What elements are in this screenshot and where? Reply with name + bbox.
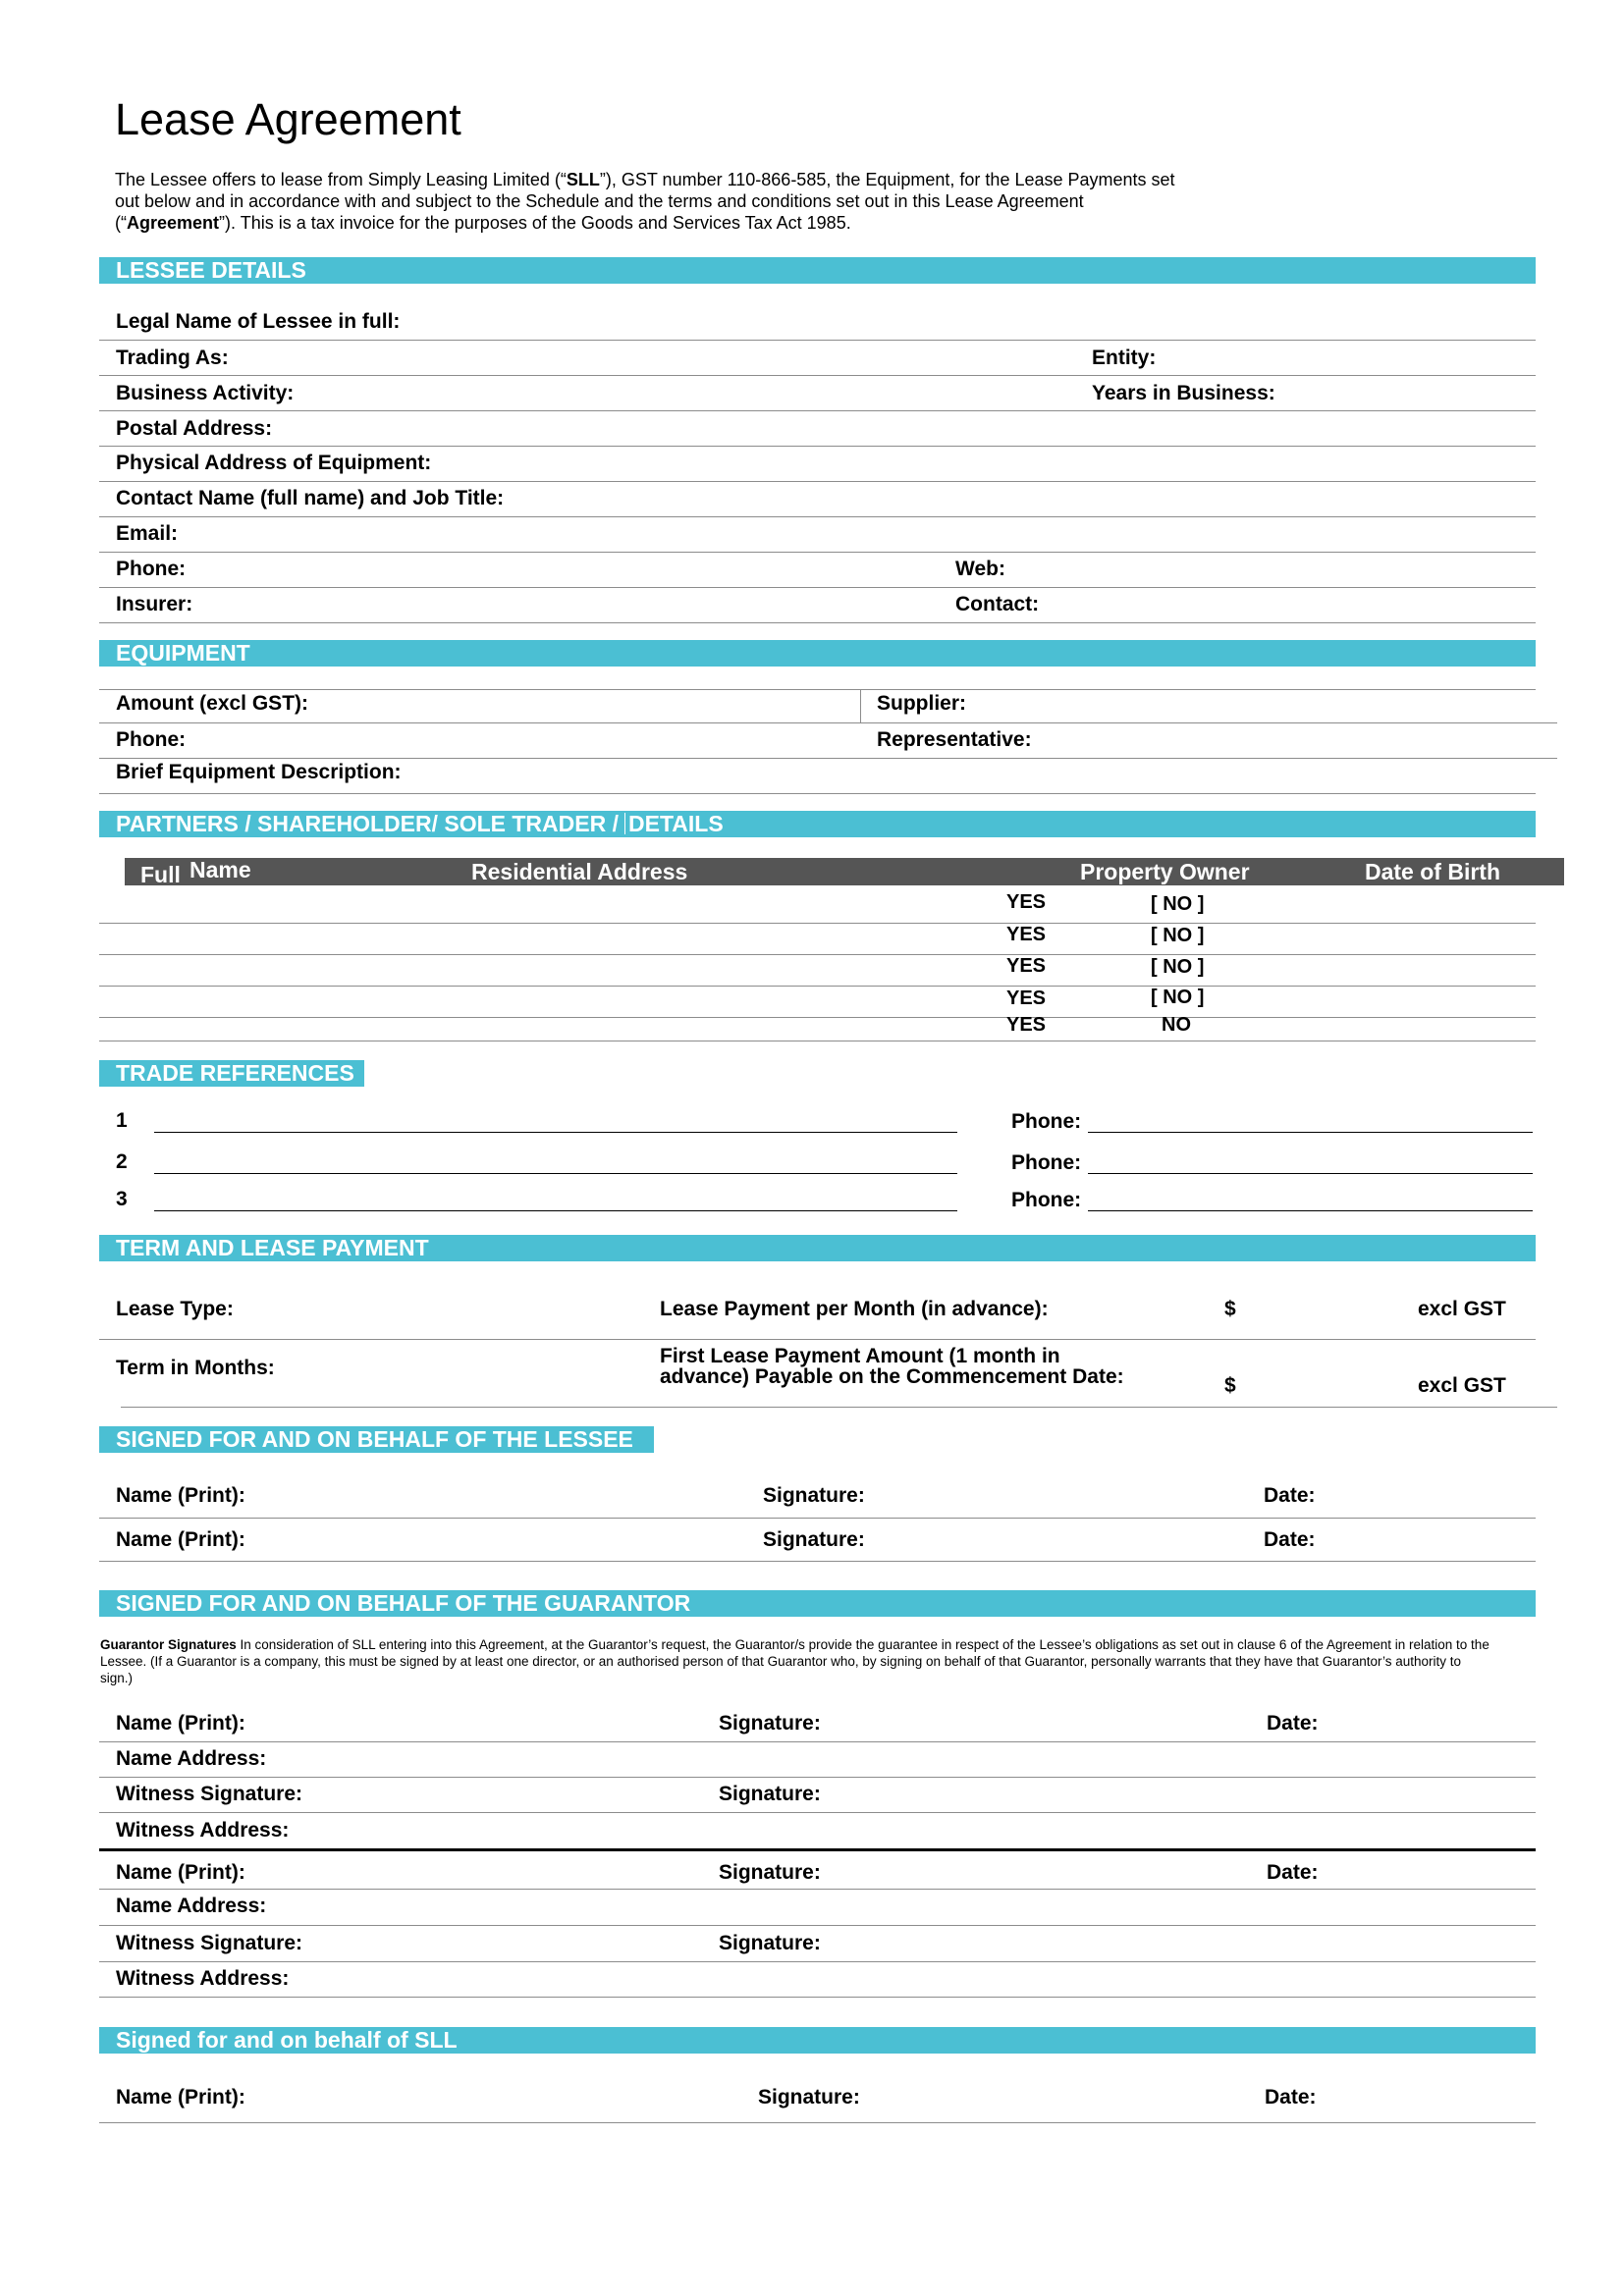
date-label: Date: (1267, 1861, 1319, 1884)
representative-label: Representative: (877, 728, 1032, 751)
trade-ref-number: 2 (116, 1150, 128, 1173)
no-option[interactable]: [ NO ] (1151, 925, 1205, 946)
trading-as-label: Trading As: (116, 347, 229, 369)
witness-signature-label: Witness Signature: (116, 1932, 303, 1954)
divider (99, 516, 1536, 517)
excl-gst-label: excl GST (1418, 1298, 1506, 1320)
date-label: Date: (1264, 1528, 1316, 1551)
lease-type-label: Lease Type: (116, 1298, 234, 1320)
intro-agreement: Agreement (127, 213, 220, 233)
divider (99, 1777, 1536, 1778)
business-activity-label: Business Activity: (116, 382, 295, 404)
first-payment-line-1: First Lease Payment Amount (1 month in (660, 1345, 1060, 1367)
phone-label: Phone: (116, 558, 187, 580)
trade-ref-phone-line[interactable] (1088, 1132, 1533, 1133)
partners-heading-text-b: DETAILS (628, 811, 724, 836)
trade-ref-phone-label: Phone: (1011, 1110, 1082, 1133)
yes-option[interactable]: YES (1006, 955, 1047, 977)
section-separator (99, 1848, 1536, 1851)
guarantor-signature-heading: SIGNED FOR AND ON BEHALF OF THE GUARANTOR (99, 1590, 1536, 1617)
supplier-label: Supplier: (877, 692, 967, 715)
yes-option[interactable]: YES (1006, 924, 1047, 945)
name-print-label: Name (Print): (116, 1861, 245, 1884)
divider (624, 813, 625, 834)
insurer-label: Insurer: (116, 593, 193, 615)
trade-ref-phone-line[interactable] (1088, 1210, 1533, 1211)
divider (99, 481, 1536, 482)
web-label: Web: (955, 558, 1005, 580)
first-payment-line-2: advance) Payable on the Commencement Date: (660, 1365, 1124, 1388)
yes-option[interactable]: YES (1006, 891, 1047, 913)
divider (99, 2122, 1536, 2123)
divider (860, 689, 861, 722)
col-property-owner: Property Owner (1080, 859, 1250, 884)
divider (99, 923, 1536, 924)
divider (99, 758, 1557, 759)
excl-gst-label: excl GST (1418, 1374, 1506, 1397)
guarantor-note (100, 1636, 1494, 1686)
dollar-sign: $ (1224, 1374, 1236, 1397)
equipment-heading: EQUIPMENT (99, 640, 1536, 667)
name-print-label: Name (Print): (116, 1528, 245, 1551)
signature-label: Signature: (763, 1528, 865, 1551)
equipment-phone-label: Phone: (116, 728, 187, 751)
divider (99, 689, 1536, 690)
col-address: Residential Address (471, 859, 688, 884)
equipment-description-label: Brief Equipment Description: (116, 761, 402, 783)
guarantor-note-title: Guarantor Signatures (100, 1637, 237, 1652)
col-name: Name (189, 857, 251, 882)
physical-address-label: Physical Address of Equipment: (116, 452, 432, 474)
name-address-label: Name Address: (116, 1895, 267, 1917)
email-label: Email: (116, 522, 179, 545)
intro-text-1: The Lessee offers to lease from Simply Leasing Limited (“ (115, 170, 567, 189)
intro-text-3: ”). This is a tax invoice for the purposes of the Goods and Services Tax Act 1985. (219, 213, 851, 233)
date-label: Date: (1264, 1484, 1316, 1507)
trade-ref-line[interactable] (154, 1210, 957, 1211)
intro-text-2: ”), GST number 110-866-585, the Equipment, for the Lease Payments set out below and in accordance with and subject to the Schedule and the terms and conditions set out in this Lease Agreement (“ (115, 170, 1175, 233)
divider (99, 410, 1536, 411)
divider (99, 1925, 1536, 1926)
witness-address-label: Witness Address: (116, 1819, 290, 1842)
divider (99, 1339, 1536, 1340)
divider (99, 1961, 1536, 1962)
divider (99, 1518, 1536, 1519)
no-option[interactable]: NO (1162, 1014, 1191, 1036)
legal-name-label: Legal Name of Lessee in full: (116, 310, 401, 333)
divider (99, 986, 1536, 987)
divider (99, 622, 1536, 623)
partners-table-header (125, 858, 1564, 885)
divider (121, 1407, 1557, 1408)
name-print-label: Name (Print): (116, 1712, 245, 1735)
contact-label: Contact: (955, 593, 1040, 615)
signature-label: Signature: (719, 1932, 821, 1954)
divider (99, 1997, 1536, 1998)
trade-references-heading: TRADE REFERENCES (99, 1060, 364, 1087)
divider (99, 552, 1536, 553)
first-payment-label (660, 1346, 1124, 1387)
col-full: Full (140, 862, 181, 887)
signature-label: Signature: (719, 1712, 821, 1735)
no-option[interactable]: [ NO ] (1151, 893, 1205, 915)
divider (99, 375, 1536, 376)
divider (99, 1017, 1536, 1018)
name-print-label: Name (Print): (116, 1484, 245, 1507)
divider (99, 722, 1557, 723)
trade-ref-phone-label: Phone: (1011, 1151, 1082, 1174)
divider (99, 1812, 1536, 1813)
trade-ref-line[interactable] (154, 1132, 957, 1133)
guarantor-note-text: In consideration of SLL entering into this Agreement, at the Guarantor’s request, the Guarantor/s provide the guarantee in respect of the Lessee’s obligations as set out in clause 6 of the Agreement in relation to the Lessee. (If a Guarantor is a company, this must be signed by at least one director, or an authorised person of that Guarantor who, by signing on behalf of that Guarantor, personally warrants that they have that Guarantor’s authority to sign.) (100, 1637, 1489, 1685)
partners-heading (99, 811, 1536, 837)
divider (99, 954, 1536, 955)
signature-label: Signature: (758, 2086, 860, 2109)
lessee-details-heading: LESSEE DETAILS (99, 257, 1536, 284)
amount-label: Amount (excl GST): (116, 692, 309, 715)
signature-label: Signature: (763, 1484, 865, 1507)
divider (99, 793, 1536, 794)
postal-address-label: Postal Address: (116, 417, 273, 440)
trade-ref-line[interactable] (154, 1173, 957, 1174)
name-print-label: Name (Print): (116, 2086, 245, 2109)
payment-per-month-label: Lease Payment per Month (in advance): (660, 1298, 1049, 1320)
witness-address-label: Witness Address: (116, 1967, 290, 1990)
date-label: Date: (1265, 2086, 1317, 2109)
yes-option[interactable]: YES (1006, 1014, 1047, 1036)
signature-label: Signature: (719, 1861, 821, 1884)
sll-signature-heading: Signed for and on behalf of SLL (99, 2027, 1536, 2054)
dollar-sign: $ (1224, 1298, 1236, 1320)
divider (99, 1561, 1536, 1562)
page-title: Lease Agreement (115, 94, 461, 144)
trade-ref-phone-line[interactable] (1088, 1173, 1533, 1174)
yes-option[interactable]: YES (1006, 988, 1047, 1009)
partners-heading-text-a: PARTNERS / SHAREHOLDER/ SOLE TRADER / (116, 811, 619, 836)
divider (99, 587, 1536, 588)
contact-name-label: Contact Name (full name) and Job Title: (116, 487, 505, 509)
intro-paragraph (115, 169, 1175, 234)
intro-sll: SLL (566, 170, 600, 189)
divider (99, 340, 1536, 341)
trade-ref-number: 1 (116, 1109, 128, 1132)
witness-signature-label: Witness Signature: (116, 1783, 303, 1805)
lessee-signature-heading: SIGNED FOR AND ON BEHALF OF THE LESSEE (99, 1426, 654, 1453)
divider (99, 1889, 1536, 1890)
trade-ref-number: 3 (116, 1188, 128, 1210)
date-label: Date: (1267, 1712, 1319, 1735)
signature-label: Signature: (719, 1783, 821, 1805)
entity-label: Entity: (1092, 347, 1157, 369)
years-in-business-label: Years in Business: (1092, 382, 1275, 404)
name-address-label: Name Address: (116, 1747, 267, 1770)
trade-ref-phone-label: Phone: (1011, 1189, 1082, 1211)
divider (99, 1741, 1536, 1742)
divider (99, 446, 1536, 447)
no-option[interactable]: [ NO ] (1151, 987, 1205, 1008)
term-lease-payment-heading: TERM AND LEASE PAYMENT (99, 1235, 1536, 1261)
term-in-months-label: Term in Months: (116, 1357, 275, 1379)
no-option[interactable]: [ NO ] (1151, 956, 1205, 978)
col-date-of-birth: Date of Birth (1365, 859, 1500, 884)
